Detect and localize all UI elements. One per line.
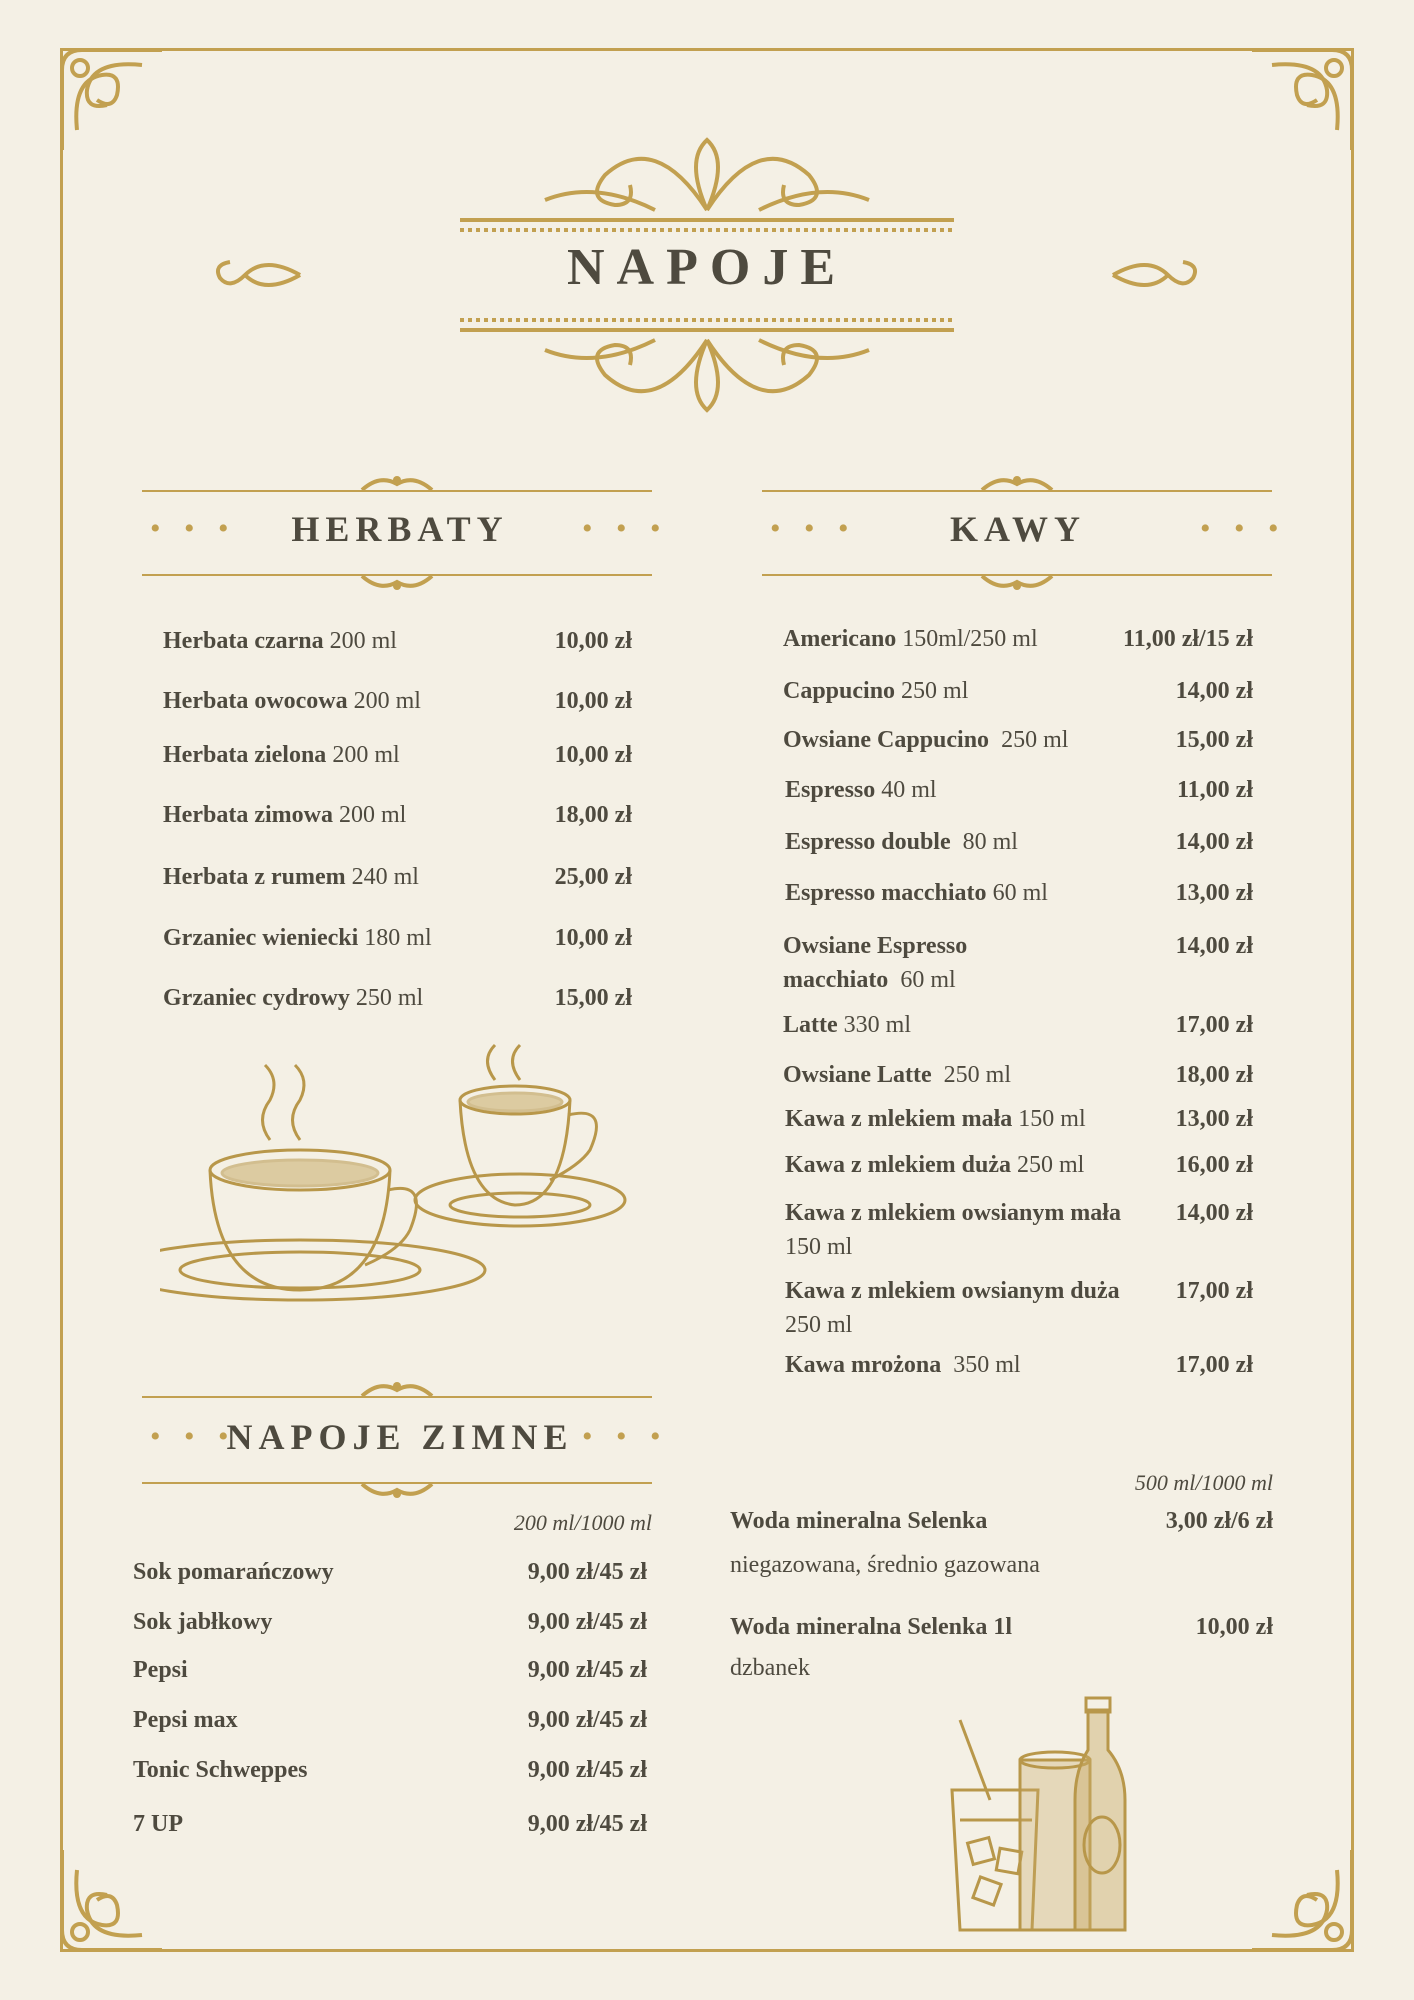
item-size: 60 ml	[900, 967, 956, 993]
item-name: Herbata z rumem	[163, 864, 346, 890]
dots-decoration: • • •	[582, 1420, 669, 1453]
item-name: Woda mineralna Selenka 1l	[730, 1614, 1013, 1640]
item-price: 10,00 zł	[554, 628, 632, 654]
menu-item	[783, 674, 968, 708]
item-name: Owsiane Espresso macchiato	[783, 933, 968, 993]
item-price: 17,00 zł	[1175, 1012, 1253, 1038]
zimne-size-note: 200 ml/1000 ml	[513, 1510, 652, 1535]
menu-item	[783, 929, 1053, 997]
item-price: 9,00 zł/45 zł	[527, 1657, 647, 1683]
menu-item	[163, 624, 397, 658]
item-size: 350 ml	[953, 1352, 1021, 1378]
item-price: 10,00 zł	[554, 925, 632, 951]
menu-item	[163, 798, 406, 832]
coffee-cups-illustration	[160, 1040, 650, 1340]
item-size: 330 ml	[843, 1012, 911, 1038]
item-name: Americano	[783, 626, 897, 652]
item-name: Sok jabłkowy	[133, 1609, 273, 1635]
item-size: 150 ml	[1018, 1106, 1086, 1132]
menu-item	[783, 1008, 911, 1042]
item-size: 180 ml	[364, 925, 432, 951]
page-title: NAPOJE	[567, 239, 847, 296]
item-name: Pepsi max	[133, 1707, 238, 1733]
item-name: Sok pomarańczowy	[133, 1559, 334, 1585]
item-name: Espresso double	[785, 829, 951, 855]
item-name: Tonic Schweppes	[133, 1757, 308, 1783]
menu-item	[785, 1348, 1021, 1382]
item-size: 200 ml	[332, 742, 400, 768]
item-price: 9,00 zł/45 zł	[527, 1559, 647, 1585]
item-price: 14,00 zł	[1175, 678, 1253, 704]
item-price: 11,00 zł	[1177, 777, 1253, 803]
item-name: Herbata owocowa	[163, 688, 348, 714]
item-name: Kawa z mlekiem owsianym mała	[785, 1200, 1121, 1226]
item-price: 18,00 zł	[554, 802, 632, 828]
crown-ornament	[360, 474, 434, 492]
crown-ornament	[360, 574, 434, 592]
item-price: 14,00 zł	[1175, 933, 1253, 959]
item-name: Herbata czarna	[163, 628, 324, 654]
item-price: 14,00 zł	[1175, 1200, 1253, 1226]
kawy-section-title: KAWY	[949, 509, 1086, 549]
right-swirl-ornament	[1108, 250, 1208, 300]
zimne-section-title: NAPOJE ZIMNE	[226, 1417, 574, 1457]
dots-decoration: • • •	[1200, 512, 1287, 545]
left-swirl-ornament	[205, 250, 305, 300]
cold-drinks-illustration	[940, 1690, 1160, 1935]
item-price: 17,00 zł	[1175, 1352, 1253, 1378]
item-name: Latte	[783, 1012, 838, 1038]
item-price: 10,00 zł	[1195, 1614, 1273, 1640]
item-price: 18,00 zł	[1175, 1062, 1253, 1088]
item-size: 250 ml	[943, 1062, 1011, 1088]
item-price: 17,00 zł	[1175, 1278, 1253, 1304]
corner-ornament-bottom-right	[1242, 1840, 1362, 1960]
menu-item	[163, 921, 432, 955]
menu-item	[163, 684, 421, 718]
item-size: 60 ml	[992, 880, 1048, 906]
crown-ornament	[360, 1380, 434, 1398]
menu-item	[783, 723, 1068, 757]
item-size: 200 ml	[338, 802, 407, 828]
item-name: Cappucino	[783, 678, 896, 704]
item-size: 250 ml	[1016, 1152, 1085, 1178]
item-size: 240 ml	[351, 864, 419, 890]
item-price: 13,00 zł	[1175, 880, 1253, 906]
dots-decoration: • • •	[150, 1420, 237, 1453]
corner-ornament-top-right	[1242, 40, 1362, 160]
item-name: Grzaniec cydrowy	[163, 985, 350, 1011]
dots-decoration: • • •	[770, 512, 857, 545]
item-price: 14,00 zł	[1175, 829, 1253, 855]
menu-item	[783, 622, 1038, 656]
item-size: 150 ml	[785, 1234, 853, 1260]
item-size: 200 ml	[353, 688, 421, 714]
item-name: Espresso	[785, 777, 876, 803]
item-name: Owsiane Latte	[783, 1062, 932, 1088]
item-name: Herbata zielona	[163, 742, 327, 768]
dots-decoration: • • •	[150, 512, 237, 545]
item-name: Kawa z mlekiem mała	[785, 1106, 1013, 1132]
item-price: 3,00 zł/6 zł	[1165, 1508, 1273, 1534]
item-size: 250 ml	[785, 1312, 853, 1338]
menu-item	[785, 876, 1048, 910]
item-price: 13,00 zł	[1175, 1106, 1253, 1132]
item-price: 10,00 zł	[554, 688, 632, 714]
item-price: 25,00 zł	[554, 864, 632, 890]
item-price: 9,00 zł/45 zł	[527, 1757, 647, 1783]
crown-ornament	[980, 474, 1054, 492]
item-name: Grzaniec wieniecki	[163, 925, 359, 951]
corner-ornament-top-left	[52, 40, 172, 160]
item-price: 9,00 zł/45 zł	[527, 1707, 647, 1733]
menu-item	[163, 981, 423, 1015]
item-name: Kawa z mlekiem duża	[785, 1152, 1011, 1178]
menu-item	[785, 773, 937, 807]
item-name: Owsiane Cappucino	[783, 727, 990, 753]
item-name: Espresso macchiato	[785, 880, 987, 906]
item-price: 15,00 zł	[554, 985, 632, 1011]
item-price: 9,00 zł/45 zł	[527, 1811, 647, 1837]
menu-item	[785, 825, 1018, 859]
item-size: 80 ml	[962, 829, 1018, 855]
item-price: 15,00 zł	[1175, 727, 1253, 753]
item-price: 16,00 zł	[1175, 1152, 1253, 1178]
item-description: niegazowana, średnio gazowana	[730, 1552, 1040, 1578]
item-name: Herbata zimowa	[163, 802, 333, 828]
item-name: Kawa mrożona	[785, 1352, 942, 1378]
menu-item	[163, 738, 400, 772]
item-name: Kawa z mlekiem owsianym duża	[785, 1278, 1120, 1304]
item-size: 40 ml	[881, 777, 937, 803]
item-size: 250 ml	[1001, 727, 1069, 753]
herbaty-section-title: HERBATY	[291, 509, 509, 549]
item-size: 250 ml	[355, 985, 424, 1011]
item-price: 9,00 zł/45 zł	[527, 1609, 647, 1635]
item-size: 200 ml	[329, 628, 397, 654]
menu-item	[785, 1148, 1084, 1182]
menu-item	[783, 1058, 1011, 1092]
woda-size-note: 500 ml/1000 ml	[1134, 1470, 1273, 1495]
item-name: Pepsi	[133, 1657, 188, 1683]
item-name: Woda mineralna Selenka	[730, 1508, 988, 1534]
dots-decoration: • • •	[582, 512, 669, 545]
crown-ornament	[980, 574, 1054, 592]
menu-item	[163, 860, 419, 894]
item-name: 7 UP	[133, 1811, 183, 1837]
item-price: 11,00 zł/15 zł	[1123, 626, 1253, 652]
item-size: 250 ml	[901, 678, 969, 704]
crown-ornament	[360, 1482, 434, 1500]
item-price: 10,00 zł	[554, 742, 632, 768]
item-size: 150ml/250 ml	[902, 626, 1038, 652]
corner-ornament-bottom-left	[52, 1840, 172, 1960]
menu-item	[785, 1102, 1086, 1136]
item-description: dzbanek	[730, 1655, 810, 1681]
